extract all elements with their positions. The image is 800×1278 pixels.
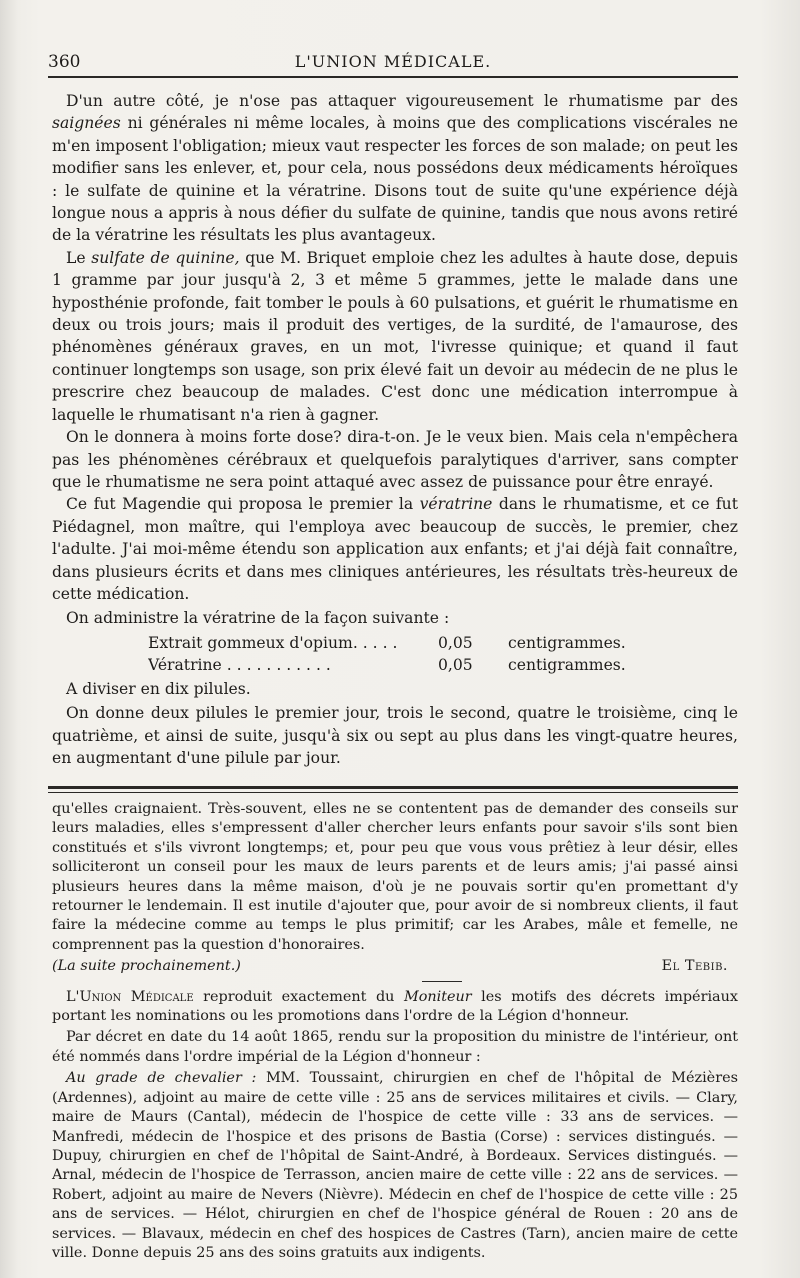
text-run: que M. Briquet emploie chez les adultes à haute dose, depuis 1 gramme par jour jusqu'à 2, 3 et même 5 grammes, jette le malade dans une hyposthénie profonde, fait tomber le pouls à 60 pulsations, et guérit le rhumatisme en deux ou trois jours; mais il produit des vertiges, de la surdité, de l'amaurose, des phénomènes généraux graves, en un mot, l'ivresse quinique; et quand il faut continuer longtemps son usage, son prix élevé fait un devoir au médecin de ne plus le prescrire chez beaucoup de malades. C'est donc une médication interrompue à laquelle le rhumatisant n'a rien à gagner.	[52, 248, 738, 424]
author-signature: El Tebib.	[661, 958, 728, 975]
ingredient-dose: 0,05	[438, 633, 473, 652]
ingredient-name: Vératrine . . . . . . . . . . .	[148, 655, 331, 674]
notice-paragraph	[52, 1069, 738, 1263]
formula-row	[148, 654, 738, 676]
text-run: D'un autre côté, je n'ose pas attaquer vigoureusement le rhumatisme par des	[66, 92, 738, 110]
section-divider	[422, 981, 462, 982]
page-number: 360	[48, 52, 81, 72]
feuilleton-text: qu'elles craignaient. Très-souvent, elles ne se contentent pas de demander des conseils sur leurs maladies, elles s'empressent d'aller chercher leurs enfants pour savoir s'ils sont bien constitués et s'ils vivront longtemps; et, pour peu que vous vous prêtiez à leur désir, elles solliciteront un conseil pour les maux de leurs parents et de leurs amis; j'ai passé ainsi plusieurs heures dans la même maison, d'où je ne pouvais sortir qu'en promettant d'y retourner le lendemain. Il est inutile d'ajouter que, pour avoir de si nombreux clients, il faut faire la médecine comme au temps le plus primitif; car les Arabes, mâle et femelle, ne comprennent pas la question d'honoraires.	[52, 801, 738, 953]
continuation-note: (La suite prochainement.)	[52, 958, 241, 975]
feuilleton-rule-thin	[48, 792, 738, 793]
italic-term: sulfate de quinine,	[91, 248, 240, 267]
text-run: Ce fut Magendie qui proposa le premier la	[66, 495, 420, 514]
notice-paragraph: Par décret en date du 14 août 1865, rendu sur la proposition du ministre de l'intérieur, ont été nommés dans l'ordre impérial de la Légion d'honneur :	[52, 1029, 738, 1065]
text-run: dans le rhumatisme, et ce fut Piédagnel, mon maître, qui l'employa avec beaucoup de succès, le premier, chez l'adulte. J'ai moi-même étendu son application aux enfants; et j'ai déjà fait connaître, dans plusieurs écrits et dans mes cliniques antérieures, les résultats très-heureux de cette médication.	[52, 495, 738, 603]
text-run: ni générales ni même locales, à moins que des complications viscérales ne m'en imposent l'obligation; mieux vaut respecter les forces de son malade; on peut les modifier sans les enlever, et, pour cela, nous possédons deux médicaments héroïques : le sulfate de quinine et la vératrine. Disons tout de suite qu'une expérience déjà longue nous a appris à nous défier du sulfate de quinine, tandis que nous avons retiré de la vératrine les résultats les plus avantageux.	[52, 114, 738, 245]
article-body	[52, 90, 738, 769]
formula-row	[148, 632, 738, 654]
page-header	[48, 46, 738, 78]
running-title: L'UNION MÉDICALE.	[294, 52, 492, 71]
italic-term: vératrine	[419, 495, 493, 514]
prescription-formula	[148, 632, 738, 676]
italic-term: Moniteur	[403, 988, 472, 1005]
text-run: Le	[66, 248, 92, 267]
paragraph: On le donnera à moins forte dose? dira-t-on. Je le veux bien. Mais cela n'empêchera pas les phénomènes cérébraux et quelquefois paralytiques d'arriver, sans compter que le rhumatisme ne sera point attaqué avec assez de puissance pour être enrayé.	[52, 428, 738, 491]
ingredient-name: Extrait gommeux d'opium. . . . .	[148, 633, 398, 652]
text-run: MM. Toussaint, chirurgien en chef de l'hôpital de Mézières (Ardennes), adjoint au maire de cette ville : 25 ans de services militaires et civils. — Clary, maire de Maurs (Cantal), médecin de l'hospice de cette ville : 33 ans de services. — Manfredi, médecin de l'hospice et des prisons de Bastia (Corse) : services distingués. — Dupuy, chirurgien en chef de l'hôpital de Saint-André, à Bordeaux. Services distingués. — Arnal, médecin de l'hospice de Terrasson, ancien maire de cette ville : 22 ans de services. — Robert, adjoint au maire de Nevers (Nièvre). Médecin en chef de l'hospice de cette ville : 25 ans de services. — Hélot, chirurgien en chef de l'hospice général de Rouen : 20 ans de services. — Blavaux, médecin en chef des hospices de Castres (Tarn), ancien maire de cette ville. Donne depuis 25 ans des soins gratuits aux indigents.	[52, 1070, 738, 1261]
italic-term: Au grade de chevalier :	[66, 1070, 257, 1087]
notice-paragraph	[52, 988, 738, 1027]
paragraph	[52, 493, 738, 605]
journal-name: L'Union Médicale	[66, 988, 194, 1005]
paragraph: On administre la vératrine de la façon suivante :	[66, 609, 450, 628]
ingredient-dose: 0,05	[438, 655, 473, 674]
paragraph: A diviser en dix pilules.	[66, 679, 251, 698]
feuilleton-footer	[52, 957, 738, 976]
feuilleton-rule	[48, 786, 738, 789]
ingredient-unit: centigrammes.	[508, 633, 626, 652]
paragraph: On donne deux pilules le premier jour, trois le second, quatre le troisième, cinq le quatrième, et ainsi de suite, jusqu'à six ou sept au plus dans les vingt-quatre heures, en augmentant d'une pilule par jour.	[52, 704, 738, 767]
ingredient-unit: centigrammes.	[508, 655, 626, 674]
paragraph	[52, 90, 738, 247]
header-rule	[48, 76, 738, 78]
feuilleton-section	[52, 800, 738, 1263]
paragraph	[52, 247, 738, 426]
text-run: les motifs des décrets impériaux portant les nominations ou les promotions dans l'ordre de la Légion d'honneur.	[52, 988, 739, 1025]
italic-term: saignées	[52, 114, 121, 133]
text-run: reproduit exactement du	[193, 988, 404, 1005]
